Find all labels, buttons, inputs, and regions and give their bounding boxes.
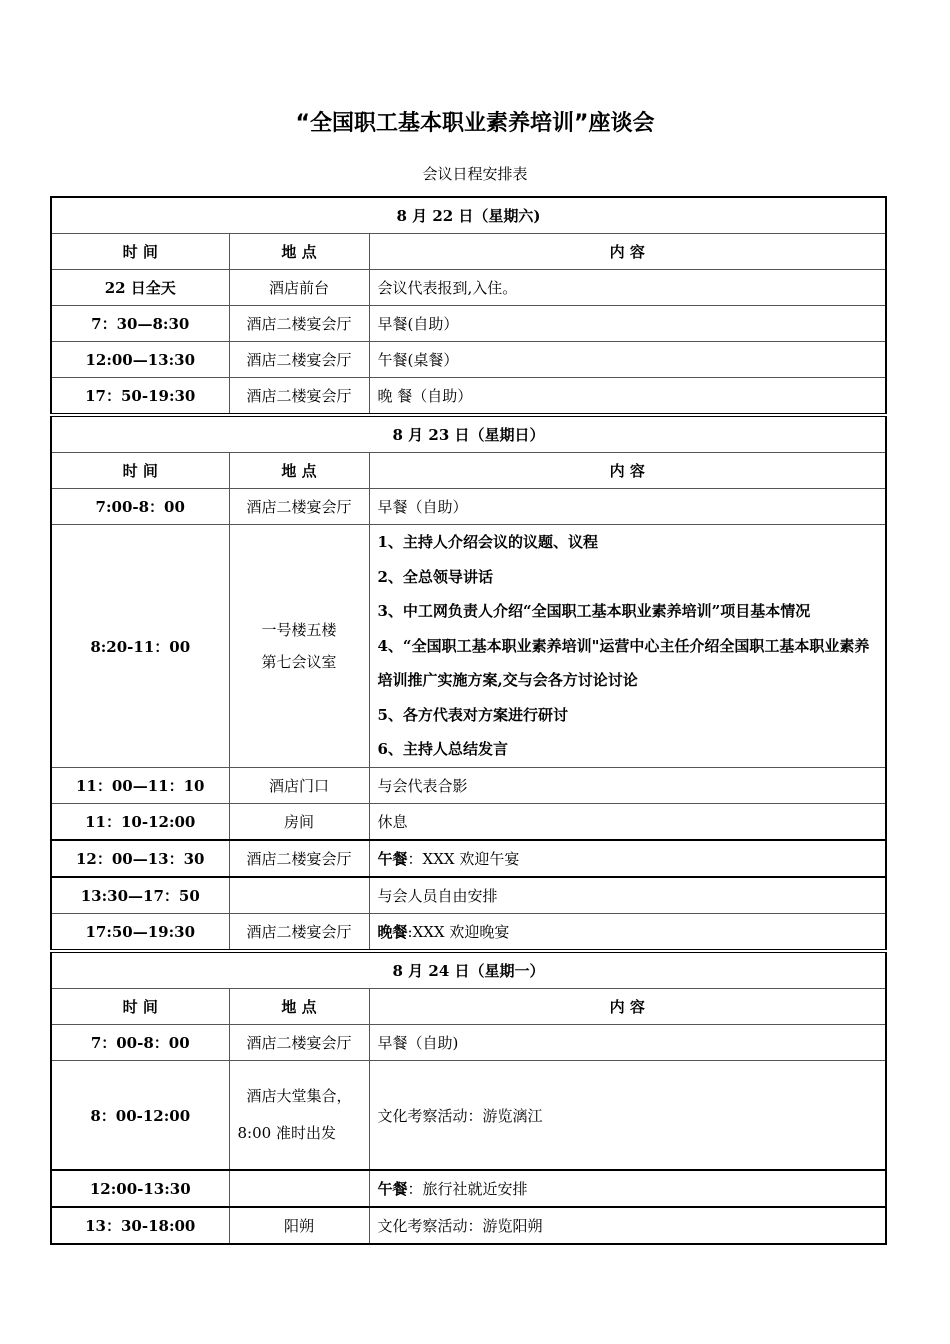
time-cell: 17:50—19:30 bbox=[51, 914, 229, 952]
content-cell: 休息 bbox=[369, 804, 886, 841]
day-heading: 8 月 22 日（星期六) bbox=[51, 197, 886, 234]
time-cell: 22 日全天 bbox=[51, 270, 229, 306]
place-cell: 酒店二楼宴会厅 bbox=[229, 378, 369, 416]
table-row bbox=[51, 306, 886, 342]
time-cell: 17：50-19:30 bbox=[51, 378, 229, 416]
table-row bbox=[51, 914, 886, 952]
place-cell: 酒店二楼宴会厅 bbox=[229, 1025, 369, 1061]
agenda-item: 5、各方代表对方案进行研讨 bbox=[377, 705, 568, 724]
place-cell: 酒店二楼宴会厅 bbox=[229, 342, 369, 378]
place-line: 第七会议室 bbox=[261, 653, 337, 671]
table-row bbox=[51, 877, 886, 914]
agenda-item: 2、全总领导讲话 bbox=[377, 567, 493, 586]
meal-detail: ：旅行社就近安排 bbox=[407, 1180, 528, 1198]
column-header-row bbox=[51, 989, 886, 1025]
place-cell: 阳朔 bbox=[229, 1207, 369, 1244]
content-cell: 午餐(桌餐） bbox=[369, 342, 886, 378]
content-cell: 早餐（自助) bbox=[369, 1025, 886, 1061]
place-cell bbox=[229, 525, 369, 768]
content-cell bbox=[369, 1170, 886, 1207]
time-cell: 7：00-8：00 bbox=[51, 1025, 229, 1061]
content-cell bbox=[369, 840, 886, 877]
table-row bbox=[51, 768, 886, 804]
day-heading: 8 月 23 日（星期日） bbox=[51, 415, 886, 453]
time-cell: 8：00-12:00 bbox=[51, 1061, 229, 1171]
time-cell: 12:00—13:30 bbox=[51, 342, 229, 378]
meal-label: 午餐 bbox=[377, 850, 408, 868]
header-place: 地 点 bbox=[229, 234, 369, 270]
place-cell bbox=[229, 877, 369, 914]
day-heading-row bbox=[51, 951, 886, 989]
agenda-item: 1、主持人介绍会议的议题、议程 bbox=[377, 533, 598, 552]
page-subtitle: 会议日程安排表 bbox=[422, 165, 528, 183]
header-time: 时 间 bbox=[51, 989, 229, 1025]
agenda-item: 6、主持人总结发言 bbox=[377, 740, 508, 759]
content-cell: 与会人员自由安排 bbox=[369, 877, 886, 914]
column-header-row bbox=[51, 234, 886, 270]
meal-label: 晚餐 bbox=[377, 923, 408, 941]
column-header-row bbox=[51, 453, 886, 489]
content-cell: 会议代表报到,入住。 bbox=[369, 270, 886, 306]
time-cell: 7:00-8：00 bbox=[51, 489, 229, 525]
meal-detail: :XXX 欢迎晚宴 bbox=[407, 923, 510, 941]
content-cell: 早餐(自助） bbox=[369, 306, 886, 342]
time-cell: 13:30—17：50 bbox=[51, 877, 229, 914]
table-row bbox=[51, 489, 886, 525]
time-cell: 13：30-18:00 bbox=[51, 1207, 229, 1244]
header-place: 地 点 bbox=[229, 453, 369, 489]
time-cell: 12：00—13：30 bbox=[51, 840, 229, 877]
content-cell: 文化考察活动：游览阳朔 bbox=[369, 1207, 886, 1244]
time-cell: 7：30—8:30 bbox=[51, 306, 229, 342]
place-cell: 酒店二楼宴会厅 bbox=[229, 489, 369, 525]
table-row bbox=[51, 342, 886, 378]
content-cell: 早餐（自助） bbox=[369, 489, 886, 525]
table-row bbox=[51, 270, 886, 306]
content-cell: 与会代表合影 bbox=[369, 768, 886, 804]
table-row bbox=[51, 1025, 886, 1061]
schedule-table bbox=[50, 196, 887, 1245]
meal-label: 午餐 bbox=[377, 1180, 408, 1198]
content-cell bbox=[369, 914, 886, 952]
day-heading-row bbox=[51, 197, 886, 234]
table-row bbox=[51, 1170, 886, 1207]
meal-detail: ：XXX 欢迎午宴 bbox=[407, 850, 520, 868]
place-cell: 房间 bbox=[229, 804, 369, 841]
place-cell: 酒店二楼宴会厅 bbox=[229, 914, 369, 952]
agenda-item: 4、“全国职工基本职业素养培训"运营中心主任介绍全国职工基本职业素养培训推广实施方案,交与会各方讨论讨论 bbox=[377, 636, 870, 690]
day-heading: 8 月 24 日（星期一） bbox=[51, 951, 886, 989]
time-cell: 11：10-12:00 bbox=[51, 804, 229, 841]
place-cell: 酒店大堂集合，8:00 准时出发 bbox=[229, 1061, 369, 1171]
table-row bbox=[51, 378, 886, 416]
place-cell: 酒店二楼宴会厅 bbox=[229, 840, 369, 877]
header-content: 内 容 bbox=[369, 453, 886, 489]
header-content: 内 容 bbox=[369, 234, 886, 270]
content-cell: 文化考察活动：游览漓江 bbox=[369, 1061, 886, 1171]
table-row bbox=[51, 525, 886, 768]
header-time: 时 间 bbox=[51, 234, 229, 270]
agenda-item: 3、中工网负责人介绍“全国职工基本职业素养培训”项目基本情况 bbox=[377, 602, 811, 621]
place-cell bbox=[229, 1170, 369, 1207]
page-title: “全国职工基本职业素养培训”座谈会 bbox=[295, 111, 655, 136]
place-line: 一号楼五楼 bbox=[261, 621, 337, 639]
table-row bbox=[51, 1061, 886, 1171]
header-place: 地 点 bbox=[229, 989, 369, 1025]
header-time: 时 间 bbox=[51, 453, 229, 489]
table-row bbox=[51, 804, 886, 841]
table-row bbox=[51, 840, 886, 877]
agenda-list bbox=[369, 525, 886, 768]
time-cell: 8:20-11：00 bbox=[51, 525, 229, 768]
place-cell: 酒店前台 bbox=[229, 270, 369, 306]
time-cell: 12:00-13:30 bbox=[51, 1170, 229, 1207]
table-row bbox=[51, 1207, 886, 1244]
day-heading-row bbox=[51, 415, 886, 453]
place-cell: 酒店二楼宴会厅 bbox=[229, 306, 369, 342]
time-cell: 11：00—11：10 bbox=[51, 768, 229, 804]
place-cell: 酒店门口 bbox=[229, 768, 369, 804]
content-cell: 晚 餐（自助） bbox=[369, 378, 886, 416]
header-content: 内 容 bbox=[369, 989, 886, 1025]
